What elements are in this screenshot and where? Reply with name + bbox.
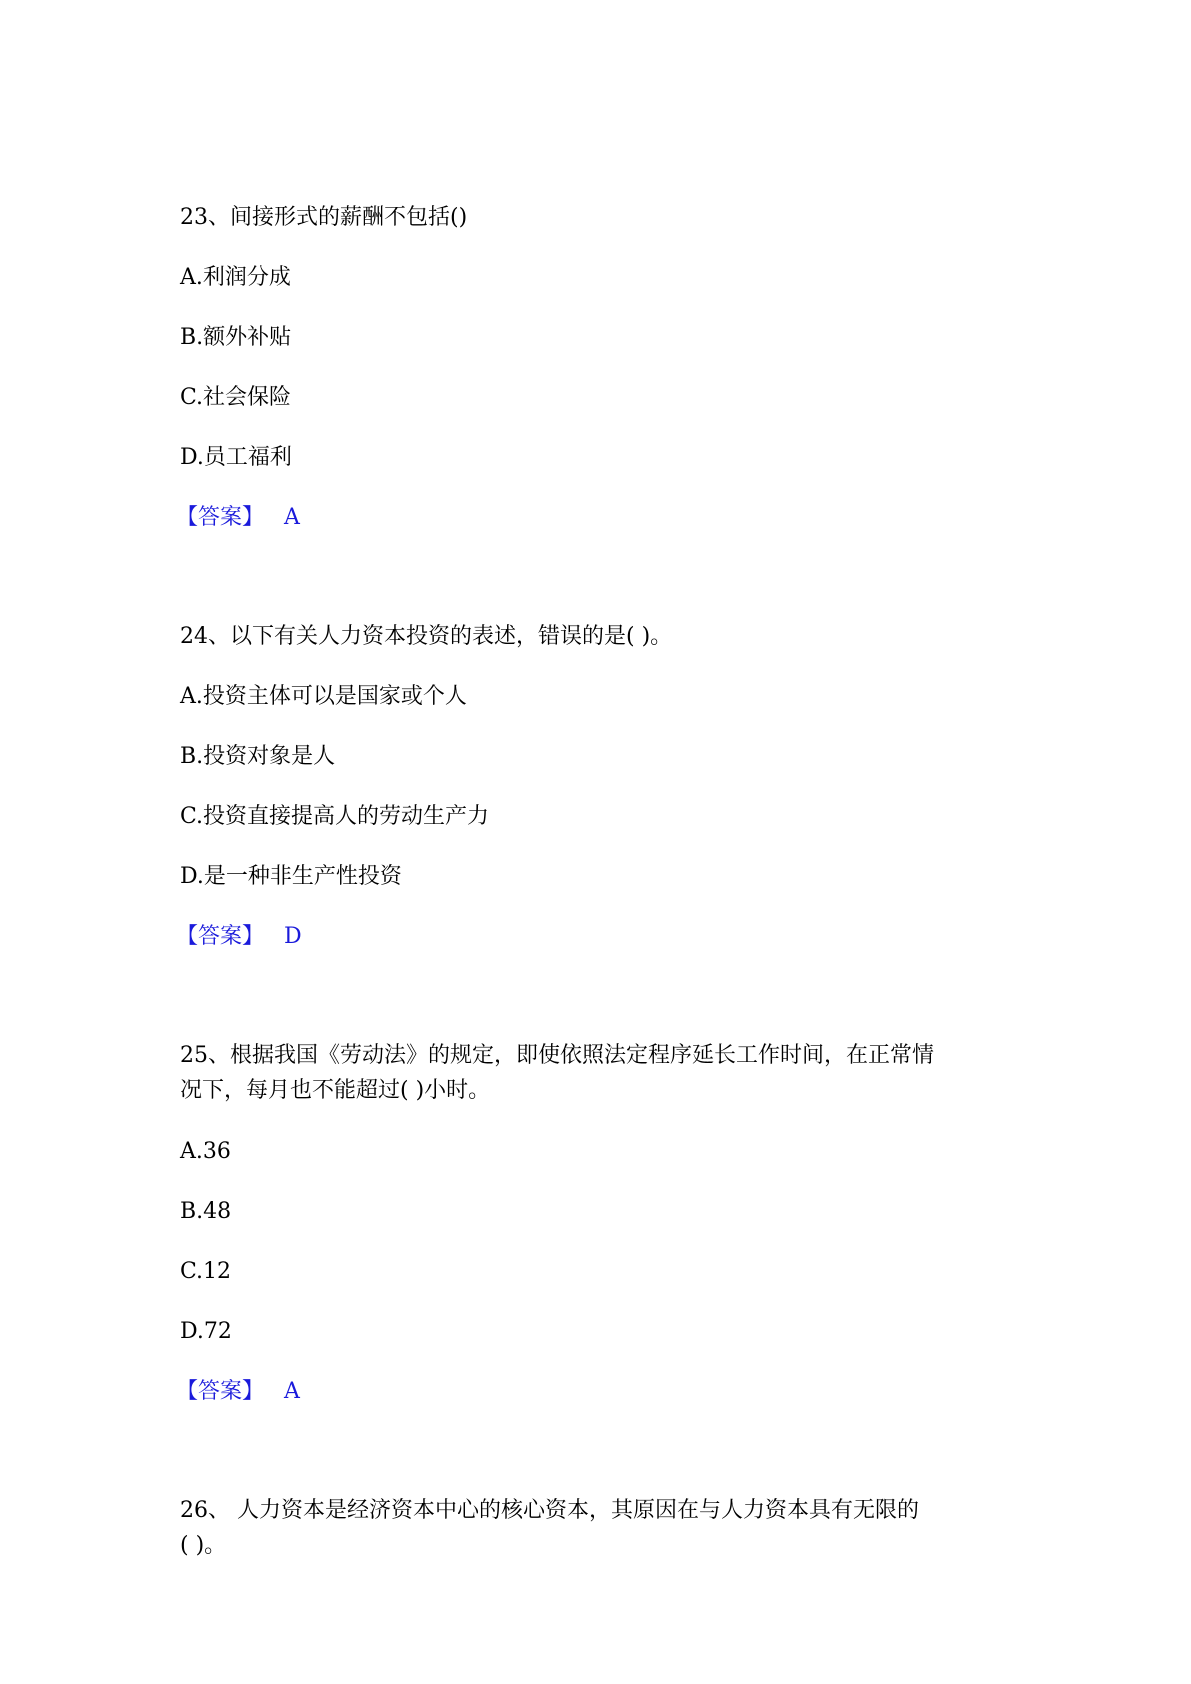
answer-value: A [284, 1379, 300, 1404]
answer-label: 【答案】 [176, 924, 265, 949]
question-25-option-d: D.72 [180, 1319, 232, 1344]
question-23-option-d: D.员工福利 [180, 445, 292, 470]
question-24-option-d: D.是一种非生产性投资 [180, 864, 402, 889]
question-26-stem-line-2: ( )。 [180, 1533, 227, 1558]
question-24-option-b: B.投资对象是人 [180, 744, 336, 769]
answer-value: D [284, 924, 302, 949]
question-24-answer [176, 922, 302, 952]
question-23-answer [176, 503, 300, 533]
question-26-stem-line-1: 26、 人力资本是经济资本中心的核心资本，其原因在与人力资本具有无限的 [180, 1498, 919, 1523]
question-24-option-c: C.投资直接提高人的劳动生产力 [180, 804, 490, 829]
answer-label: 【答案】 [176, 1379, 265, 1404]
question-25-option-a: A.36 [180, 1139, 231, 1164]
question-25-answer [176, 1377, 300, 1407]
answer-label: 【答案】 [176, 505, 265, 530]
answer-value: A [284, 505, 300, 530]
question-24-option-a: A.投资主体可以是国家或个人 [180, 684, 467, 709]
question-23-option-a: A.利润分成 [180, 265, 291, 290]
question-24-stem: 24、以下有关人力资本投资的表述，错误的是( )。 [180, 624, 673, 649]
question-23-stem: 23、间接形式的薪酬不包括() [180, 205, 468, 230]
question-23-option-b: B.额外补贴 [180, 325, 292, 350]
question-25-stem-line-2: 况下，每月也不能超过( )小时。 [180, 1078, 491, 1103]
question-25-stem-line-1: 25、根据我国《劳动法》的规定，即使依照法定程序延长工作时间，在正常情 [180, 1043, 934, 1068]
question-25-option-b: B.48 [180, 1199, 232, 1224]
question-23-option-c: C.社会保险 [180, 385, 292, 410]
question-25-option-c: C.12 [180, 1259, 232, 1284]
